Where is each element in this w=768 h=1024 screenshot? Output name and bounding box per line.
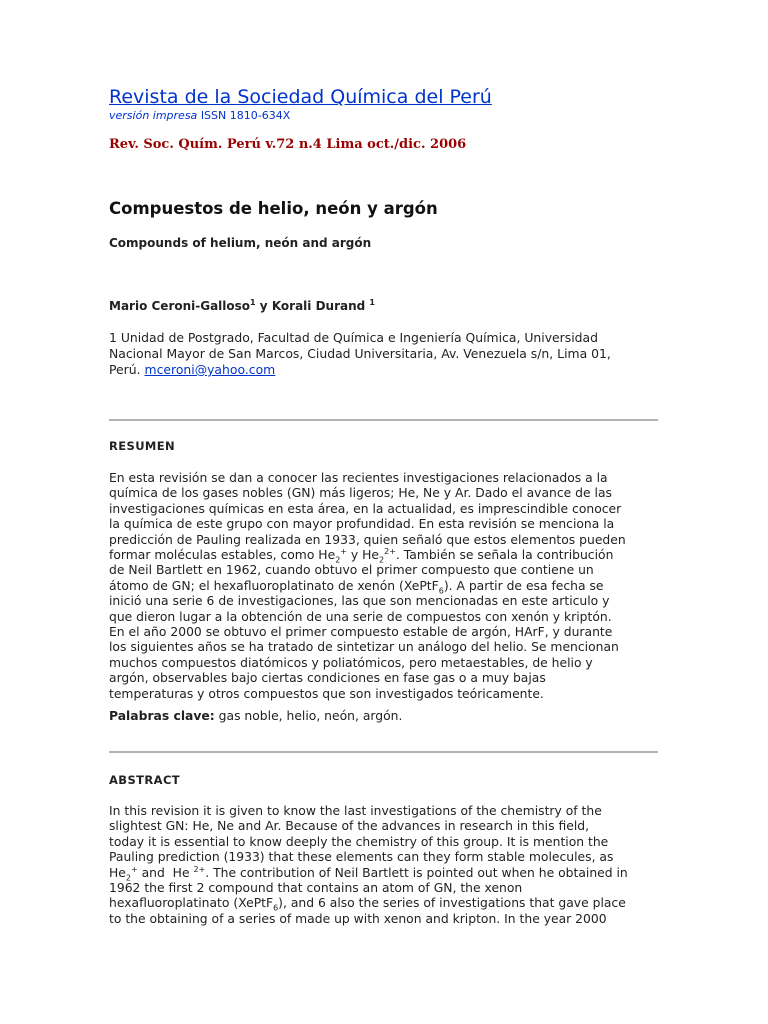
abstract-paragraph	[109, 804, 628, 927]
author-join: y	[255, 299, 272, 313]
issn-label: versión impresa	[109, 109, 198, 122]
authors	[109, 298, 375, 313]
text-line: to the obtaining of a series of made up with xenon and kripton. In the year 2000	[109, 911, 607, 926]
resumen-heading: RESUMEN	[109, 439, 176, 453]
section-divider	[109, 419, 658, 421]
text-line: En el año 2000 se obtuvo el primer compuesto estable de argón, HArF, y durante	[109, 625, 613, 640]
author-name: Mario Ceroni-Galloso	[109, 299, 251, 313]
section-divider	[109, 751, 658, 753]
keywords-value: gas noble, helio, neón, argón.	[214, 709, 403, 723]
author-affiliation-mark: 1	[250, 298, 256, 307]
affiliation-line: 1 Unidad de Postgrado, Facultad de Química e Ingeniería Química, Universidad	[109, 330, 598, 345]
author-name: Korali Durand	[271, 299, 366, 313]
text-line: muchos compuestos diatómicos y poliatómicos, pero metaestables, de helio y	[109, 655, 593, 670]
journal-title-link[interactable]: Revista de la Sociedad Química del Perú	[109, 86, 492, 108]
issn-value: ISSN 1810-634X	[200, 109, 291, 122]
text-line: In this revision it is given to know the last investigations of the chemistry of the	[109, 804, 602, 818]
keywords-label: Palabras clave:	[109, 709, 215, 723]
affiliation	[109, 330, 669, 378]
text-line: inició una serie 6 de investigaciones, las que son mencionadas en este articulo y	[109, 594, 610, 609]
text-line: argón, observables bajo ciertas condiciones en fase gas o a muy bajas	[109, 671, 546, 686]
author-affiliation-mark: 1	[369, 298, 375, 307]
text-line: la química de este grupo con mayor profundidad. En esta revisión se menciona la	[109, 517, 615, 532]
text-line: $He_2^+$ and He $^{2+}$. The contribution of Neil Bartlett is pointed out when he obtained in	[109, 864, 628, 883]
text-line: de Neil Bartlett en 1962, cuando obtuvo el primer compuesto que contiene un	[109, 563, 594, 578]
article-subtitle: Compounds of helium, neón and argón	[109, 236, 372, 250]
text-line: predicción de Pauling realizada en 1933, quien señaló que estos elementos pueden	[109, 532, 626, 547]
email-link[interactable]: mceroni@yahoo.com	[144, 362, 276, 377]
text-line: investigaciones químicas en esta área, en la actualidad, es imprescindible conocer	[109, 501, 622, 516]
issn-line	[109, 109, 290, 122]
text-line: today it is essential to know deeply the chemistry of this group. It is mention the	[109, 834, 609, 849]
text-line: átomo de GN; el hexafluoroplatinato de xenón (XePtF$_6$). A partir de esa fecha se	[109, 578, 604, 596]
text-line: hexafluoroplatinato (XePtF$_6$), and 6 also the series of investigations that gave place	[109, 896, 626, 913]
text-line: temperaturas y otros compuestos que son investigados teóricamente.	[109, 686, 544, 701]
resumen-paragraph	[109, 471, 626, 702]
text-line: slightest GN: He, Ne and Ar. Because of the advances in research in this field,	[109, 819, 590, 834]
text-line: En esta revisión se dan a conocer las recientes investigaciones relacionados a la	[109, 471, 608, 485]
text-line: formar moléculas estables, como $He_2^+$ y $He_2^{2+}$. También se señala la contribución	[109, 546, 614, 565]
text-line: que dieron lugar a la obtención de una serie de compuestos con xenón y kriptón.	[109, 609, 612, 624]
article-title: Compuestos de helio, neón y argón	[109, 199, 438, 218]
text-line: los siguientes años se ha tratado de sintetizar un análogo del helio. Se mencionan	[109, 640, 619, 655]
affiliation-line: Nacional Mayor de San Marcos, Ciudad Universitaria, Av. Venezuela s/n, Lima 01,	[109, 346, 611, 361]
text-line: Pauling prediction (1933) that these elements can they form stable molecules, as	[109, 850, 614, 865]
text-line: 1962 the first 2 compound that contains an atom of GN, the xenon	[109, 881, 523, 896]
abstract-heading: ABSTRACT	[109, 773, 181, 787]
keywords	[109, 709, 402, 724]
citation: Rev. Soc. Quím. Perú v.72 n.4 Lima oct./dic. 2006	[109, 137, 467, 152]
text-line: química de los gases nobles (GN) más ligeros; He, Ne y Ar. Dado el avance de las	[109, 486, 612, 501]
affiliation-line: Perú. mceroni@yahoo.com	[109, 362, 276, 377]
